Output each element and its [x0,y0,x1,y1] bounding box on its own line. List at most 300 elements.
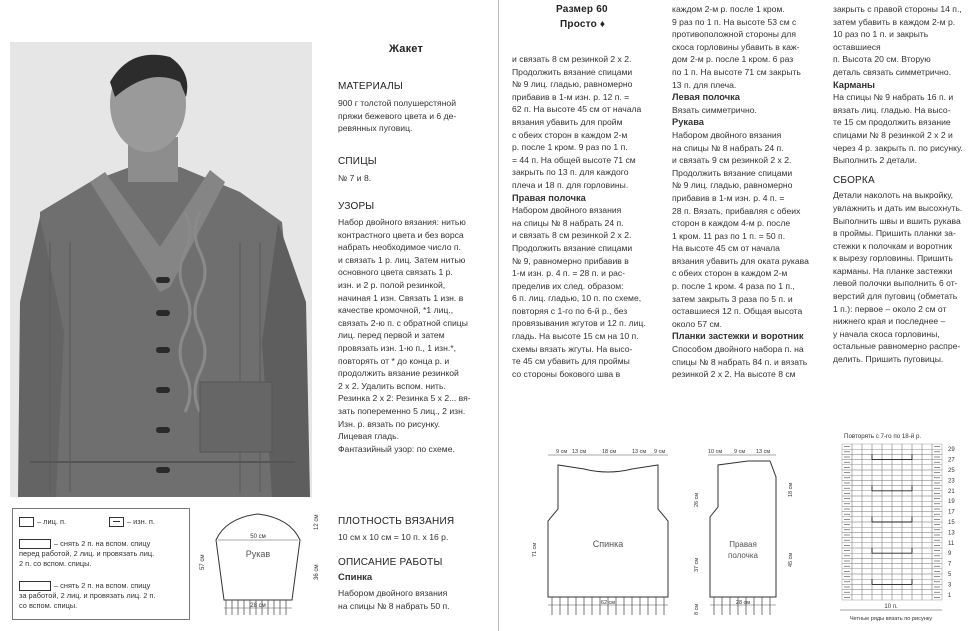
chart-row-number: 27 [948,457,955,464]
back-top-dim-3: 18 см [602,449,617,455]
chart-cell [912,501,922,506]
chart-cell [862,558,872,563]
knit-symbol [19,517,34,527]
chart-cell [902,595,912,600]
chart-cell [892,491,902,496]
front-right-bottom-dim: 45 см [788,552,794,567]
chart-cell [902,532,912,537]
chart-cell [852,486,862,491]
patterns-heading: УЗОРЫ [338,201,375,212]
chart-cell [852,532,862,537]
front-left-low-dim: 8 см [694,603,700,615]
sleeve-schematic [196,500,330,630]
gauge-heading: ПЛОТНОСТЬ ВЯЗАНИЯ [338,516,455,527]
back-text: Набором двойного вязания на спицы № 8 набрать 50 п. [338,588,450,611]
chart-cell [912,564,922,569]
chart-cell [862,532,872,537]
front-schematic [680,447,810,627]
chart-cell [852,501,862,506]
chart-row-number: 9 [948,551,952,558]
chart-cell [922,569,932,574]
bands-heading: Планки застежки и воротник [672,331,804,342]
chart-cell [892,480,902,485]
right-front-heading: Правая полочка [512,192,586,203]
chart-cell [872,480,882,485]
work-heading: ОПИСАНИЕ РАБОТЫ [338,557,443,568]
needles-text: № 7 и 8. [338,173,372,183]
chart-cell [922,465,932,470]
chart-cell [922,522,932,527]
gauge-text: 10 см х 10 см = 10 п. х 16 р. [338,532,449,542]
front-left-bottom-dim: 37 см [694,557,700,572]
chart-cell [922,532,932,537]
chart-cell [882,564,892,569]
chart-cell [862,512,872,517]
chart-row-number: 3 [948,582,952,589]
chart-row-number: 25 [948,468,955,474]
chart-cell [912,522,922,527]
chart-note: Четные ряды вязать по рисунку [849,616,933,622]
chart-cell [872,595,882,600]
chart-cell [872,590,882,595]
chart-cell [912,584,922,589]
back-heading: Спинка [338,572,373,583]
chart-cell [902,444,912,449]
chart-cell [862,579,872,584]
chart-cell [862,460,872,465]
chart-cell [922,496,932,501]
chart-cell [852,548,862,553]
chart-cell [922,444,932,449]
chart-cell [912,579,922,584]
chart-cell [892,444,902,449]
chart-row-number: 11 [948,540,955,547]
chart-cell [902,460,912,465]
left-front-heading: Левая полочка [672,92,740,103]
chart-cell [902,480,912,485]
chart-cell [882,480,892,485]
chart-cell [852,480,862,485]
chart-cell [892,527,902,532]
chart-cell [922,590,932,595]
chart-cell [882,501,892,506]
chart-cell [872,465,882,470]
chart-row-number: 5 [948,572,952,578]
chart-cell [852,595,862,600]
assembly-heading: СБОРКА [833,174,875,186]
chart-cell [922,470,932,475]
chart-cell [882,527,892,532]
chart-cell [872,558,882,563]
chart-cell [912,496,922,501]
chart-cell [862,569,872,574]
difficulty-label: Просто ♦ [560,19,606,30]
chart-cell [892,470,902,475]
chart-cell [892,543,902,548]
chart-cell [892,590,902,595]
chart-cell [852,506,862,511]
title: Жакет [389,43,424,55]
chart-cell [882,496,892,501]
chart-row-number: 17 [948,509,955,516]
chart-repeat-note: Повторять с 7-го по 18-й р. [844,433,922,440]
chart-cell [882,444,892,449]
chart-cell [902,517,912,522]
chart-cell [902,527,912,532]
chart-cell [912,512,922,517]
chart-cell [852,574,862,579]
chart-cell [882,579,892,584]
sleeve-right-bottom-dim: 36 см [314,564,320,580]
chart-cell [912,558,922,563]
chart-cell [892,486,902,491]
chart-cell [852,517,862,522]
chart-cell [872,506,882,511]
chart-cell [872,527,882,532]
chart-cell [852,470,862,475]
chart-cell [902,512,912,517]
chart-cell [912,590,922,595]
chart-cell [902,548,912,553]
chart-cell [872,564,882,569]
chart-cell [912,480,922,485]
back-top-dim-2: 13 см [572,449,587,455]
chart-cell [892,569,902,574]
chart-cell [922,501,932,506]
chart-cell [852,553,862,558]
chart-cell [882,486,892,491]
chart-cell [922,548,932,553]
back-schematic [520,447,680,627]
chart-cell [862,527,872,532]
chart-cell [862,574,872,579]
chart-cell [852,444,862,449]
chart-cell [852,590,862,595]
chart-cell [922,558,932,563]
pockets-heading: Карманы [833,79,875,90]
chart-cell [872,522,882,527]
chart-cell [862,491,872,496]
front-label-line2: полочка [728,551,758,560]
chart-cell [852,512,862,517]
chart-cell [912,574,922,579]
chart-cell [922,543,932,548]
needles-heading: СПИЦЫ [338,156,377,167]
chart-cell [902,574,912,579]
chart-cell [862,470,872,475]
chart-cell [852,584,862,589]
chart-cell [902,449,912,454]
purl-symbol [109,517,124,527]
chart-cell [902,470,912,475]
sleeve-top-dim: 50 см [250,534,266,540]
chart-row-number: 15 [948,520,955,526]
chart-cell [882,465,892,470]
chart-cell [912,454,922,459]
chart-cell [882,460,892,465]
chart-cell [912,460,922,465]
chart-cell [912,491,922,496]
chart-cell [922,491,932,496]
chart-cell [882,538,892,543]
chart-cell [922,574,932,579]
chart-cell [892,496,902,501]
chart-cell [852,569,862,574]
chart-cell [892,465,902,470]
chart-cell [922,512,932,517]
chart-cell [862,543,872,548]
chart-cell [922,595,932,600]
chart-cell [862,486,872,491]
chart-cell [912,449,922,454]
chart-cell [852,496,862,501]
chart-cell [892,564,902,569]
chart-cell [862,517,872,522]
chart-cell [862,444,872,449]
chart-cell [852,527,862,532]
front-bottom-dim: 28 см [735,600,751,606]
back-top-dim-5: 9 см [654,449,666,455]
middle-col1: и связать 8 см резинкой 2 х 2. Продолжить вязание спицами № 9 лиц. гладью, равномерно прибавив в 1-м изн. р. 12 п. = 62 п. На высоте 45 см от начала вязания убавить для пройм с обеих сторон в каждом 2-м р. после 1 кром. 9 раз по 1 п. = 44 п. На общей высоте 71 см закрыть по 13 п. для каждого плеча и 18 п. для горловины. Правая полочка Набором двойного вязания на спицы № 8 набрать 24 п. и связать 8 см резинкой 2 х 2. Продолжить вязание спицами № 9, равномерно прибавив в 1-м изн. р. 4 п. = 28 п. и рас- пределив их след. образом: 6 п. лиц. гладью, 10 п. по схеме, повторяя с 1-го по 6-й р., без провязывания жгутов и 12 п. лиц. гладь. На высоте 15 см на 10 п. схемы вязать жгуты. На высо- те 45 см убавить для проймы со стороны бокового шва в [512,53,672,380]
size-label: Размер 60 [556,4,608,15]
chart-cell [882,449,892,454]
chart-cell [882,512,892,517]
chart-row-number: 21 [948,488,955,495]
chart-cell [882,584,892,589]
chart-row-number: 7 [948,561,952,568]
chart-cell [872,454,882,459]
chart-cell [872,548,882,553]
cable-front-legend: – снять 2 п. на вспом. спицу за работой, 2 лиц. и провязать лиц. 2 п. со вспом. спицы. [19,581,156,611]
chart-cell [922,527,932,532]
chart-cell [882,522,892,527]
chart-cell [892,449,902,454]
chart-cell [852,460,862,465]
chart-cell [892,532,902,537]
chart-cell [872,491,882,496]
chart-cell [912,532,922,537]
front-top-dim-3: 13 см [756,449,771,455]
chart-cell [872,538,882,543]
front-top-dim-1: 10 см [708,449,723,455]
chart-cell [902,579,912,584]
chart-cell [902,501,912,506]
chart-cell [852,449,862,454]
chart-cell [872,569,882,574]
chart-cell [912,470,922,475]
chart-row-number: 23 [948,478,955,485]
chart-cell [902,491,912,496]
chart-cell [902,506,912,511]
chart-cell [902,584,912,589]
chart-cell [862,564,872,569]
knitting-chart [838,442,974,630]
chart-cell [852,454,862,459]
patterns-text: Набор двойного вязания: нитью контрастного цвета и без ворса набрать необходимое число п. и связать 1 р. лиц. Затем нитью основного цвета связать 1 р. изн. и 2 р. полой резинкой, начиная 1 изн. Связать 1 изн. в качестве кромочной, *1 лиц., связать 2-ю п. с обратной спицы лиц. перед первой и затем провязать изн. 1-ю п., 1 изн.*, повторять от * до конца р. и продолжить вязание резинкой 2 х 2. Удалить вспом. нить. Резинка 2 х 2: Резинка 5 х 2... вя- зать попеременно 5 лиц., 2 изн. Изн. р. вязать по рисунку. Лицевая гладь. Фантазийный узор: по схеме. [338,217,471,454]
materials-heading: МАТЕРИАЛЫ [338,81,403,92]
chart-cell [862,501,872,506]
chart-cell [912,548,922,553]
right-col: закрыть с правой стороны 14 п., затем убавить в каждом 2-м р. 10 раз по 1 п. и закрыть оставшиеся п. Высота 20 см. Вторую деталь связать симметрично. Карманы На спицы № 9 набрать 16 п. и вязать лиц. гладью. На высо- те 15 см продолжить вязание спицами № 8 резинкой 2 х 2 и через 4 р. закрыть п. по рисунку. Выполнить 2 детали. СБОРКА Детали наколоть на выкройку, увлажнить и дать им высохнуть. Выполнить швы и вшить рукава в проймы. Пришить планки за- стежки к полочкам и воротник к вырезу горловины. Пришить карманы. На планке застежки левой полочки выполнить 6 от- верстий для пуговиц (обметать 1 п.): первое – около 2 см от нижнего края и последнее – у начала скоса горловины, остальные равномерно распре- делить. Пришить пуговицы. [833,3,975,366]
chart-cell [882,491,892,496]
back-top-dim-4: 13 см [632,449,647,455]
chart-cell [892,512,902,517]
chart-cell [882,595,892,600]
chart-cell [892,558,902,563]
front-right-top-dim: 18 см [788,482,794,497]
chart-cell [852,465,862,470]
chart-cell [862,548,872,553]
chart-cell [872,532,882,537]
chart-cell [892,506,902,511]
chart-cell [872,512,882,517]
chart-cell [912,543,922,548]
chart-cell [922,564,932,569]
chart-cell [862,590,872,595]
chart-row-number: 29 [948,447,955,454]
chart-cell [862,480,872,485]
chart-cell [912,475,922,480]
chart-cell [902,564,912,569]
chart-cell [872,574,882,579]
chart-cell [862,496,872,501]
chart-cell [922,584,932,589]
chart-cell [862,522,872,527]
chart-cell [892,584,902,589]
chart-cell [892,553,902,558]
page-fold [498,0,499,631]
chart-row-number: 13 [948,530,955,537]
chart-cell [882,558,892,563]
chart-cell [882,470,892,475]
chart-cell [912,517,922,522]
chart-cell [912,595,922,600]
chart-cell [922,506,932,511]
chart-cell [852,491,862,496]
sleeve-label: Рукав [245,549,271,559]
chart-cell [862,465,872,470]
chart-cell [892,501,902,506]
chart-cell [862,475,872,480]
front-left-top-dim: 26 см [694,492,700,507]
chart-cell [892,538,902,543]
cable-front-symbol [19,581,51,591]
chart-cell [882,548,892,553]
symbol-legend: – лиц. п. – изн. п. – снять 2 п. на вспом. спицу перед работой, 2 лиц. и провязать лиц. 2 п. со вспом. спицы. – снять 2 п. на вспом. спицу за работой, 2 лиц. и провязать лиц. 2 п. со вспом. спицы. [12,508,190,620]
chart-cell [862,506,872,511]
chart-cell [872,460,882,465]
chart-cell [902,553,912,558]
chart-cell [872,501,882,506]
sleeves-heading: Рукава [672,117,704,128]
chart-cell [872,449,882,454]
chart-cell [912,506,922,511]
chart-cell [892,522,902,527]
chart-cell [912,486,922,491]
chart-cell [922,579,932,584]
chart-cell [922,454,932,459]
chart-row-number: 1 [948,592,952,599]
back-top-dim-1: 9 см [556,449,568,455]
chart-cell [902,522,912,527]
chart-cell [862,584,872,589]
chart-cell [872,496,882,501]
chart-cell [862,595,872,600]
chart-cell [872,543,882,548]
chart-cell [902,465,912,470]
cable-back-symbol [19,539,51,549]
chart-cell [852,564,862,569]
chart-cell [902,590,912,595]
chart-cell [912,569,922,574]
sleeve-right-top-dim: 12 см [314,514,320,530]
chart-cell [862,553,872,558]
chart-cell [922,486,932,491]
chart-cell [892,517,902,522]
chart-cell [902,486,912,491]
chart-cell [882,543,892,548]
chart-cell [902,569,912,574]
chart-cell [852,543,862,548]
sweater-photo [10,42,312,497]
cable-back-legend: – снять 2 п. на вспом. спицу перед работой, 2 лиц. и провязать лиц. 2 п. со вспом. спицы. [19,539,155,569]
chart-cell [882,553,892,558]
chart-cell [882,532,892,537]
chart-cell [902,538,912,543]
chart-cell [892,454,902,459]
chart-cell [872,584,882,589]
chart-cell [892,574,902,579]
chart-cell [912,465,922,470]
chart-width-label: 10 п. [884,604,898,610]
chart-cell [872,486,882,491]
chart-cell [922,553,932,558]
sleeve-bottom-dim: 28 см [250,603,266,609]
chart-cell [872,553,882,558]
chart-cell [922,449,932,454]
chart-cell [862,449,872,454]
chart-cell [852,522,862,527]
chart-cell [872,444,882,449]
chart-cell [902,496,912,501]
chart-cell [882,590,892,595]
chart-cell [872,475,882,480]
chart-cell [852,579,862,584]
chart-cell [922,475,932,480]
chart-cell [912,527,922,532]
middle-col2: каждом 2-м р. после 1 кром. 9 раз по 1 п. На высоте 53 см с противоположной стороны для скоса горловины убавить в каж- дом 2-м р. после 1 кром. 6 раз по 1 п. На высоте 71 см закрыть 13 п. для плеча. Левая полочка Вязать симметрично. Рукава Набором двойного вязания на спицы № 8 набрать 24 п. и связать 9 см резинкой 2 х 2. Продолжить вязание спицами № 9 лиц. гладью, равномерно прибавив в 1-м изн. р. 4 п. = 28 п. Вязать, прибавляя с обеих сторон в каждом 4-м р. после 1 кром. 11 раз по 1 п. = 50 п. На высоте 45 см от начала вязания убавить для оката рукава с обеих сторон в каждом 2-м р. после 1 кром. 4 раза по 1 п., затем закрыть 3 раза по 5 п. и оставшиеся 12 п. Общая высота около 57 см. Планки застежки и воротник Способом двойного набора п. на спицы № 8 набрать 84 п. и вязать резинкой 2 х 2. На высоте 8 см [672,3,830,381]
chart-cell [902,475,912,480]
chart-cell [922,538,932,543]
chart-cell [852,558,862,563]
front-label-line1: Правая [729,540,757,549]
chart-cell [922,480,932,485]
chart-cell [912,538,922,543]
chart-cell [852,475,862,480]
chart-cell [892,595,902,600]
chart-cell [882,506,892,511]
chart-row-number: 19 [948,499,955,506]
chart-cell [902,543,912,548]
chart-cell [892,460,902,465]
chart-cell [872,470,882,475]
front-top-dim-2: 9 см [734,449,746,455]
chart-cell [902,454,912,459]
chart-cell [882,574,892,579]
chart-cell [852,538,862,543]
chart-cell [892,579,902,584]
chart-cell [912,444,922,449]
